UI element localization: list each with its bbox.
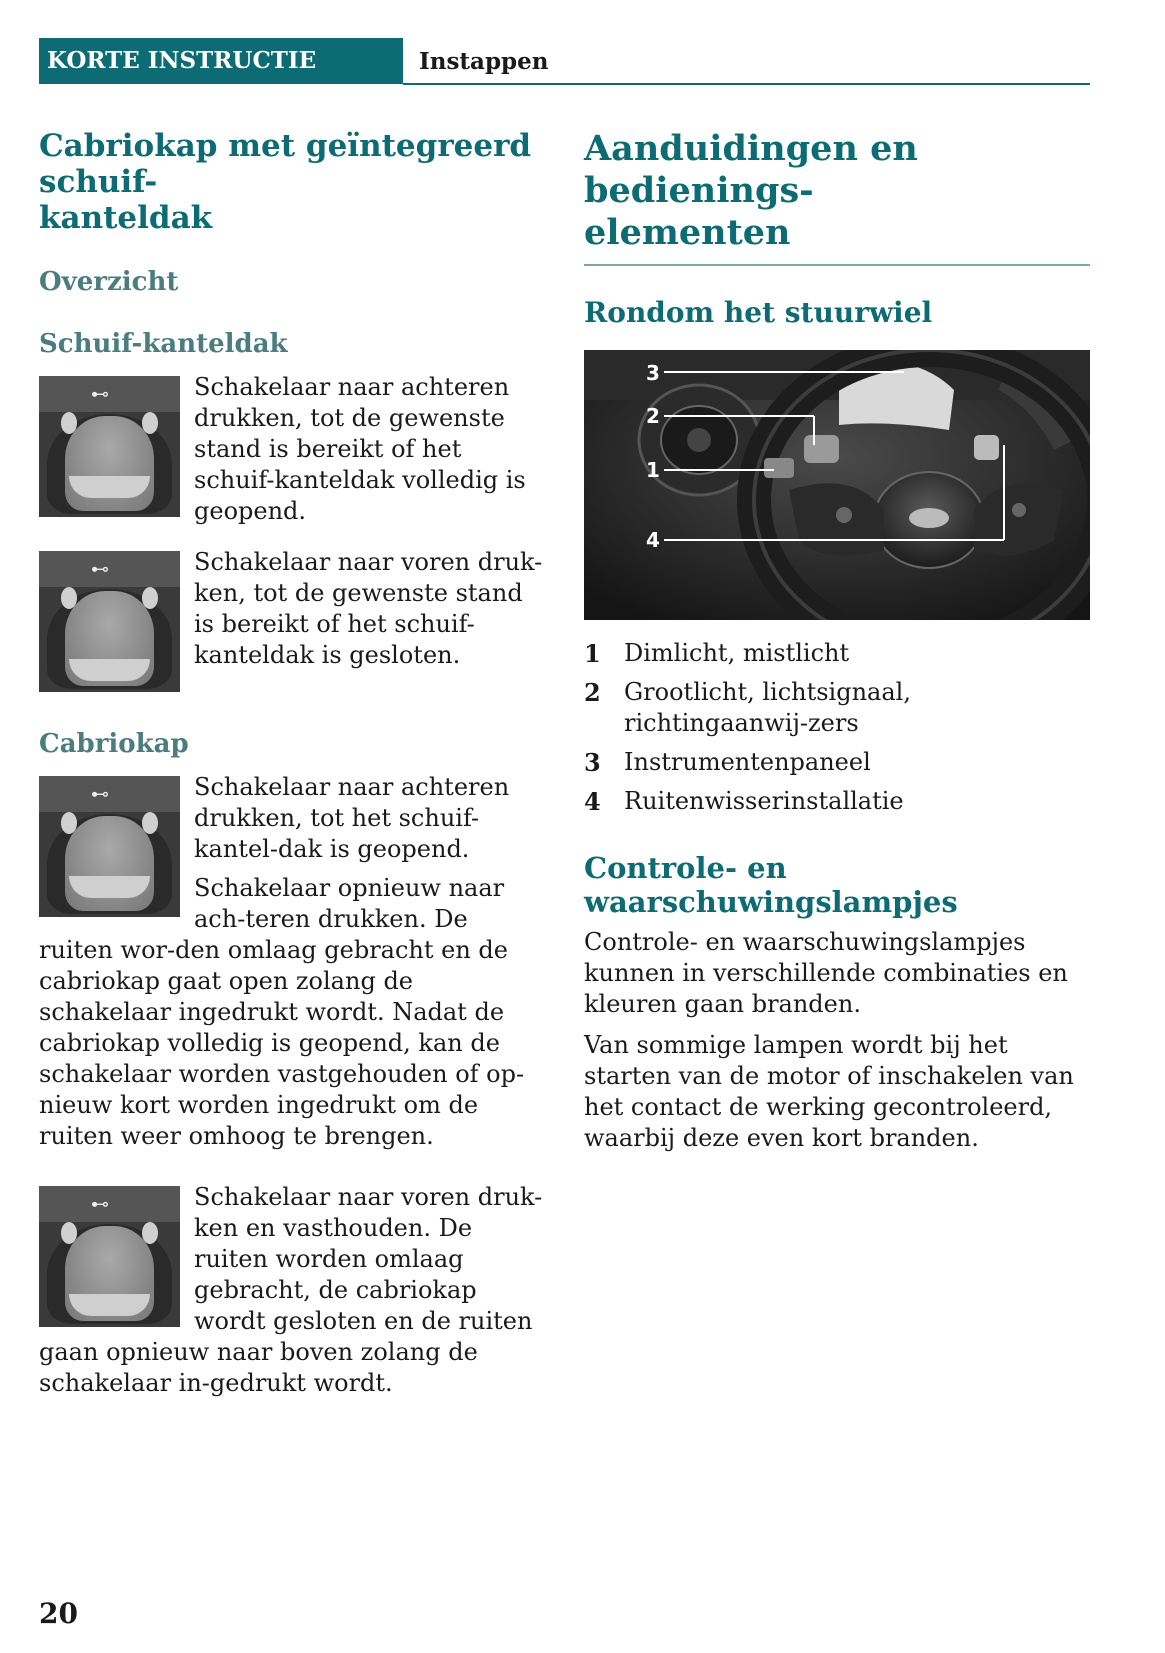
roof-switch-image <box>39 776 180 917</box>
roof-switch-image <box>39 1186 180 1327</box>
softtop-close-text: Schakelaar naar voren druk-ken en vasthouden. De ruiten worden omlaag gebracht, de cabriokap wordt gesloten en de ruiten gaan opnieuw naar boven zolang de schakelaar in-gedrukt wordt. <box>39 1183 543 1397</box>
switch-open-softtop <box>39 772 549 1152</box>
convertible-icon: ⊷ <box>91 384 109 405</box>
warning-lamps-heading-line1: Controle- en <box>584 851 787 885</box>
convertible-icon: ⊷ <box>91 1194 109 1215</box>
legend-number: 4 <box>584 787 601 816</box>
convertible-icon: ⊷ <box>91 784 109 805</box>
convertible-icon: ⊷ <box>91 559 109 580</box>
heading-divider <box>584 264 1090 266</box>
right-column <box>584 128 1090 1154</box>
switch-close-softtop <box>39 1182 549 1399</box>
page-number: 20 <box>39 1597 78 1630</box>
switch-close-sunroof <box>39 547 549 698</box>
page-header <box>39 38 1090 84</box>
legend-number: 2 <box>584 678 601 707</box>
steering-wheel-illustration <box>584 350 1090 620</box>
roof-switch-image <box>39 376 180 517</box>
right-heading <box>584 128 1090 254</box>
steering-wheel-image <box>584 350 1090 620</box>
callout-1: 1 <box>646 458 660 482</box>
legend-text: Instrumentenpaneel <box>624 748 871 776</box>
section-title: Instappen <box>419 48 549 75</box>
legend-number: 3 <box>584 748 601 777</box>
left-column <box>39 128 549 1399</box>
warning-lamps-para-1: Controle- en waarschuwingslampjes kunnen in verschillende combinaties en kleuren gaan branden. <box>584 928 1068 1018</box>
sunroof-close-text: Schakelaar naar voren druk-ken, tot de gewenste stand is bereikt of het schuif-kanteldak is gesloten. <box>194 548 543 669</box>
right-heading-line1: Aanduidingen en bedienings- <box>584 128 918 211</box>
overview-heading: Overzicht <box>39 267 179 297</box>
chapter-tab: KORTE INSTRUCTIE <box>39 38 403 84</box>
softtop-open-text-2: Schakelaar opnieuw naar ach-teren drukken. De ruiten wor-den omlaag gebracht en de cabriokap gaat open zolang de schakelaar ingedrukt wordt. Nadat de cabriokap volledig is geopend, kan de schakelaar worden vastgehouden of op-nieuw kort worden ingedrukt om de ruiten weer omhoog te brengen. <box>39 874 525 1150</box>
warning-lamps-para-2: Van sommige lampen wordt bij het starten van de motor of inschakelen van het contact de werking gecontroleerd, waarbij deze even kort branden. <box>584 1031 1074 1152</box>
left-heading-line1: Cabriokap met geïntegreerd schuif- <box>39 128 532 200</box>
switch-open-sunroof <box>39 372 549 527</box>
legend-item <box>584 677 1090 739</box>
steering-wheel-heading: Rondom het stuurwiel <box>584 296 933 329</box>
legend-number: 1 <box>584 639 601 668</box>
left-heading <box>39 128 549 236</box>
sunroof-open-text: Schakelaar naar achteren drukken, tot de gewenste stand is bereikt of het schuif-kanteldak volledig is geopend. <box>194 373 526 525</box>
softtop-open-text-1: Schakelaar naar achteren drukken, tot het schuif-kantel-dak is geopend. <box>194 773 510 863</box>
callout-3: 3 <box>646 361 660 385</box>
legend-item <box>584 786 1090 817</box>
legend-item <box>584 638 1090 669</box>
legend-text: Grootlicht, lichtsignaal, richtingaanwij-zers <box>624 678 911 737</box>
callout-4: 4 <box>646 528 660 552</box>
roof-switch-image <box>39 551 180 692</box>
right-heading-line2: elementen <box>584 212 791 253</box>
left-heading-line2: kanteldak <box>39 200 213 236</box>
softtop-heading: Cabriokap <box>39 729 189 759</box>
legend-list <box>584 638 1090 817</box>
callout-2: 2 <box>646 404 660 428</box>
header-divider <box>403 83 1090 85</box>
warning-lamps-heading-line2: waarschuwingslampjes <box>584 885 958 919</box>
legend-text: Ruitenwisserinstallatie <box>624 787 904 815</box>
warning-lamps-heading <box>584 851 1090 919</box>
legend-text: Dimlicht, mistlicht <box>624 639 850 667</box>
legend-item <box>584 747 1090 778</box>
sunroof-heading: Schuif-kanteldak <box>39 329 288 359</box>
